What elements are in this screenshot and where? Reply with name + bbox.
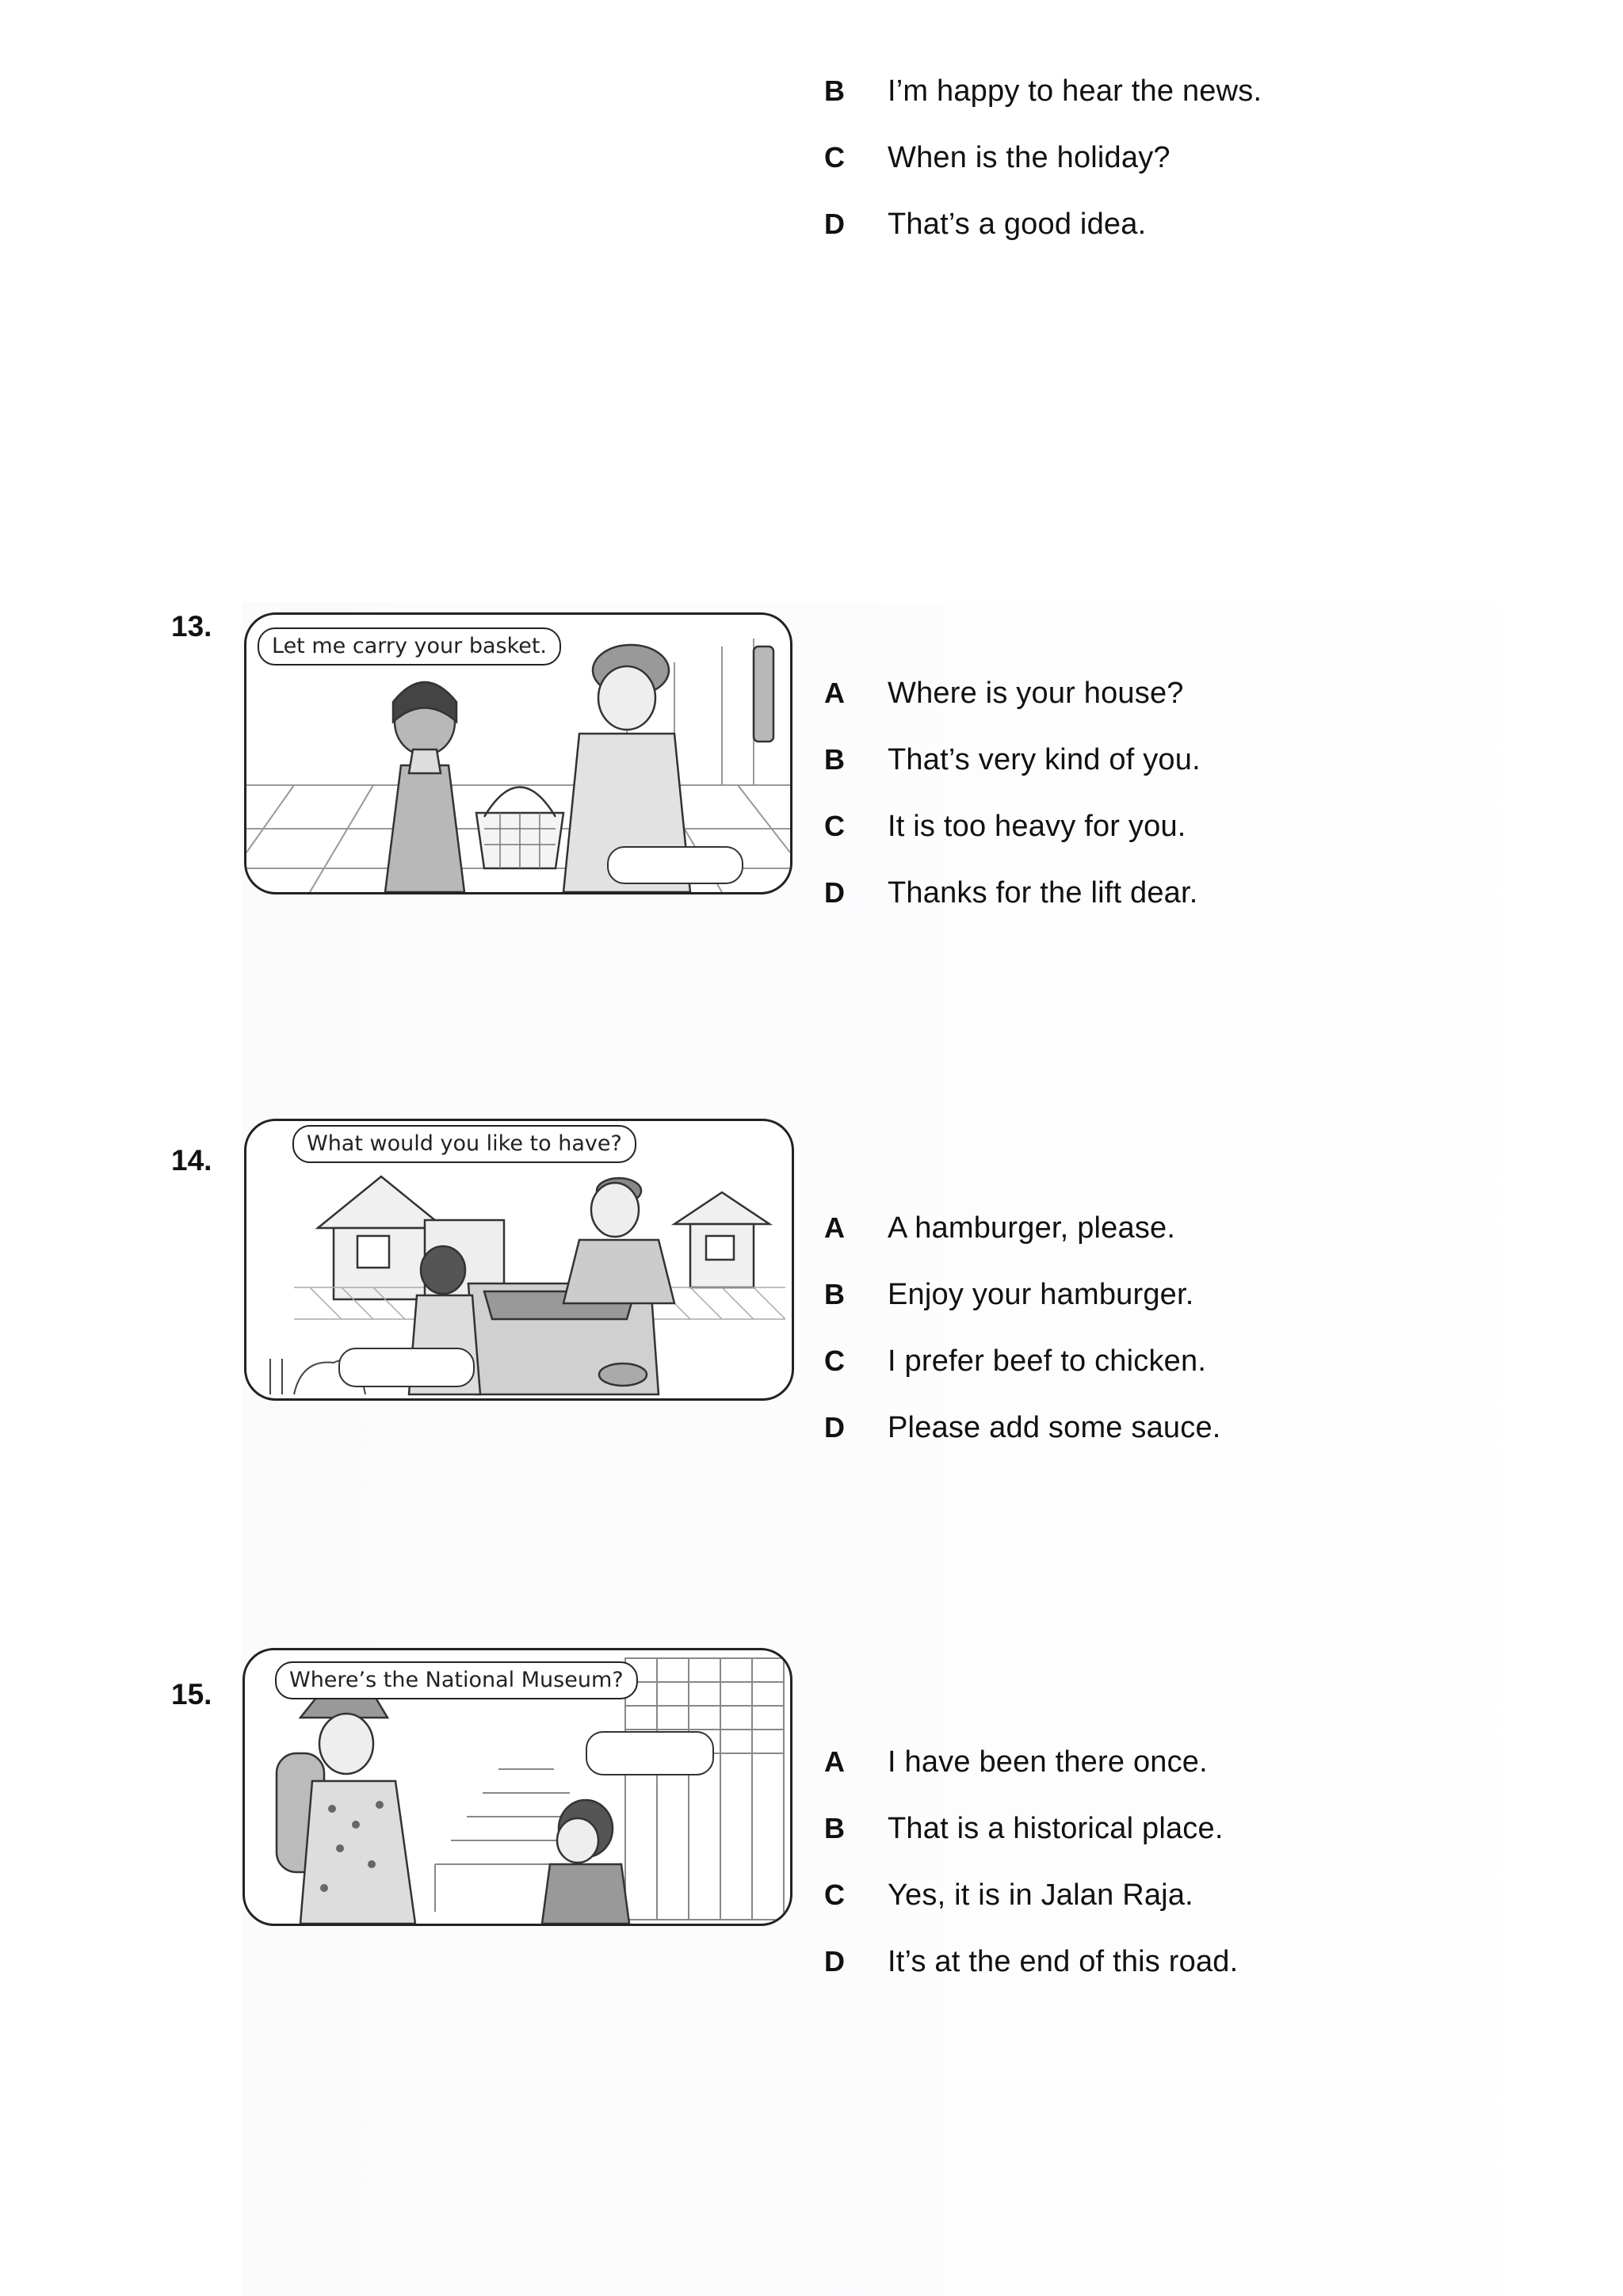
option-text: I prefer beef to chicken. <box>888 1344 1207 1378</box>
question-number: 14. <box>171 1144 212 1177</box>
option-letter: D <box>824 1945 845 1978</box>
option-letter: A <box>824 1211 845 1244</box>
question-14-illustration <box>244 1119 794 1401</box>
option-letter: A <box>824 1745 845 1778</box>
option-row[interactable] <box>824 736 1201 784</box>
option-letter: C <box>824 141 845 174</box>
option-text: I have been there once. <box>888 1745 1208 1779</box>
option-letter: D <box>824 1411 845 1444</box>
option-letter: B <box>824 1812 845 1844</box>
option-row[interactable] <box>824 669 1184 717</box>
option-letter: B <box>824 74 845 107</box>
option-row[interactable] <box>824 1938 1238 1985</box>
answer-bubble-blank <box>607 846 743 884</box>
option-text: That is a historical place. <box>888 1811 1224 1845</box>
option-letter: C <box>824 810 845 842</box>
option-row[interactable] <box>824 1404 1221 1451</box>
option-text: That’s very kind of you. <box>888 742 1201 776</box>
option-row[interactable] <box>824 1271 1194 1318</box>
option-letter: D <box>824 208 845 240</box>
option-letter: D <box>824 876 845 909</box>
option-text: Thanks for the lift dear. <box>888 875 1198 910</box>
option-text: A hamburger, please. <box>888 1211 1176 1245</box>
speech-bubble: What would you like to have? <box>292 1125 636 1163</box>
speech-bubble: Let me carry your basket. <box>258 627 561 666</box>
option-letter: A <box>824 677 845 709</box>
question-number: 15. <box>171 1678 212 1711</box>
option-text: Yes, it is in Jalan Raja. <box>888 1878 1193 1912</box>
option-text: Enjoy your hamburger. <box>888 1277 1194 1311</box>
option-row[interactable] <box>824 1204 1175 1252</box>
option-letter: B <box>824 1278 845 1310</box>
option-text: Where is your house? <box>888 676 1184 710</box>
option-text: I’m happy to hear the news. <box>888 74 1262 108</box>
option-row[interactable] <box>824 67 1262 115</box>
option-text: That’s a good idea. <box>888 207 1147 241</box>
question-13-illustration <box>244 612 792 894</box>
option-text: It’s at the end of this road. <box>888 1944 1239 1978</box>
answer-bubble-blank <box>338 1348 475 1387</box>
option-row[interactable] <box>824 1738 1208 1786</box>
option-row[interactable] <box>824 1337 1206 1385</box>
question-15-illustration <box>242 1648 792 1926</box>
option-text: It is too heavy for you. <box>888 809 1186 843</box>
option-row[interactable] <box>824 869 1198 917</box>
option-letter: B <box>824 743 845 776</box>
question-number: 13. <box>171 610 212 643</box>
option-letter: C <box>824 1878 845 1911</box>
option-row[interactable] <box>824 1871 1193 1919</box>
option-row[interactable] <box>824 200 1146 248</box>
option-row[interactable] <box>824 134 1170 181</box>
speech-bubble: Where’s the National Museum? <box>275 1661 638 1699</box>
option-letter: C <box>824 1344 845 1377</box>
option-text: When is the holiday? <box>888 140 1170 174</box>
option-row[interactable] <box>824 803 1186 850</box>
option-text: Please add some sauce. <box>888 1410 1221 1444</box>
answer-bubble-blank <box>586 1731 714 1775</box>
option-row[interactable] <box>824 1805 1224 1852</box>
